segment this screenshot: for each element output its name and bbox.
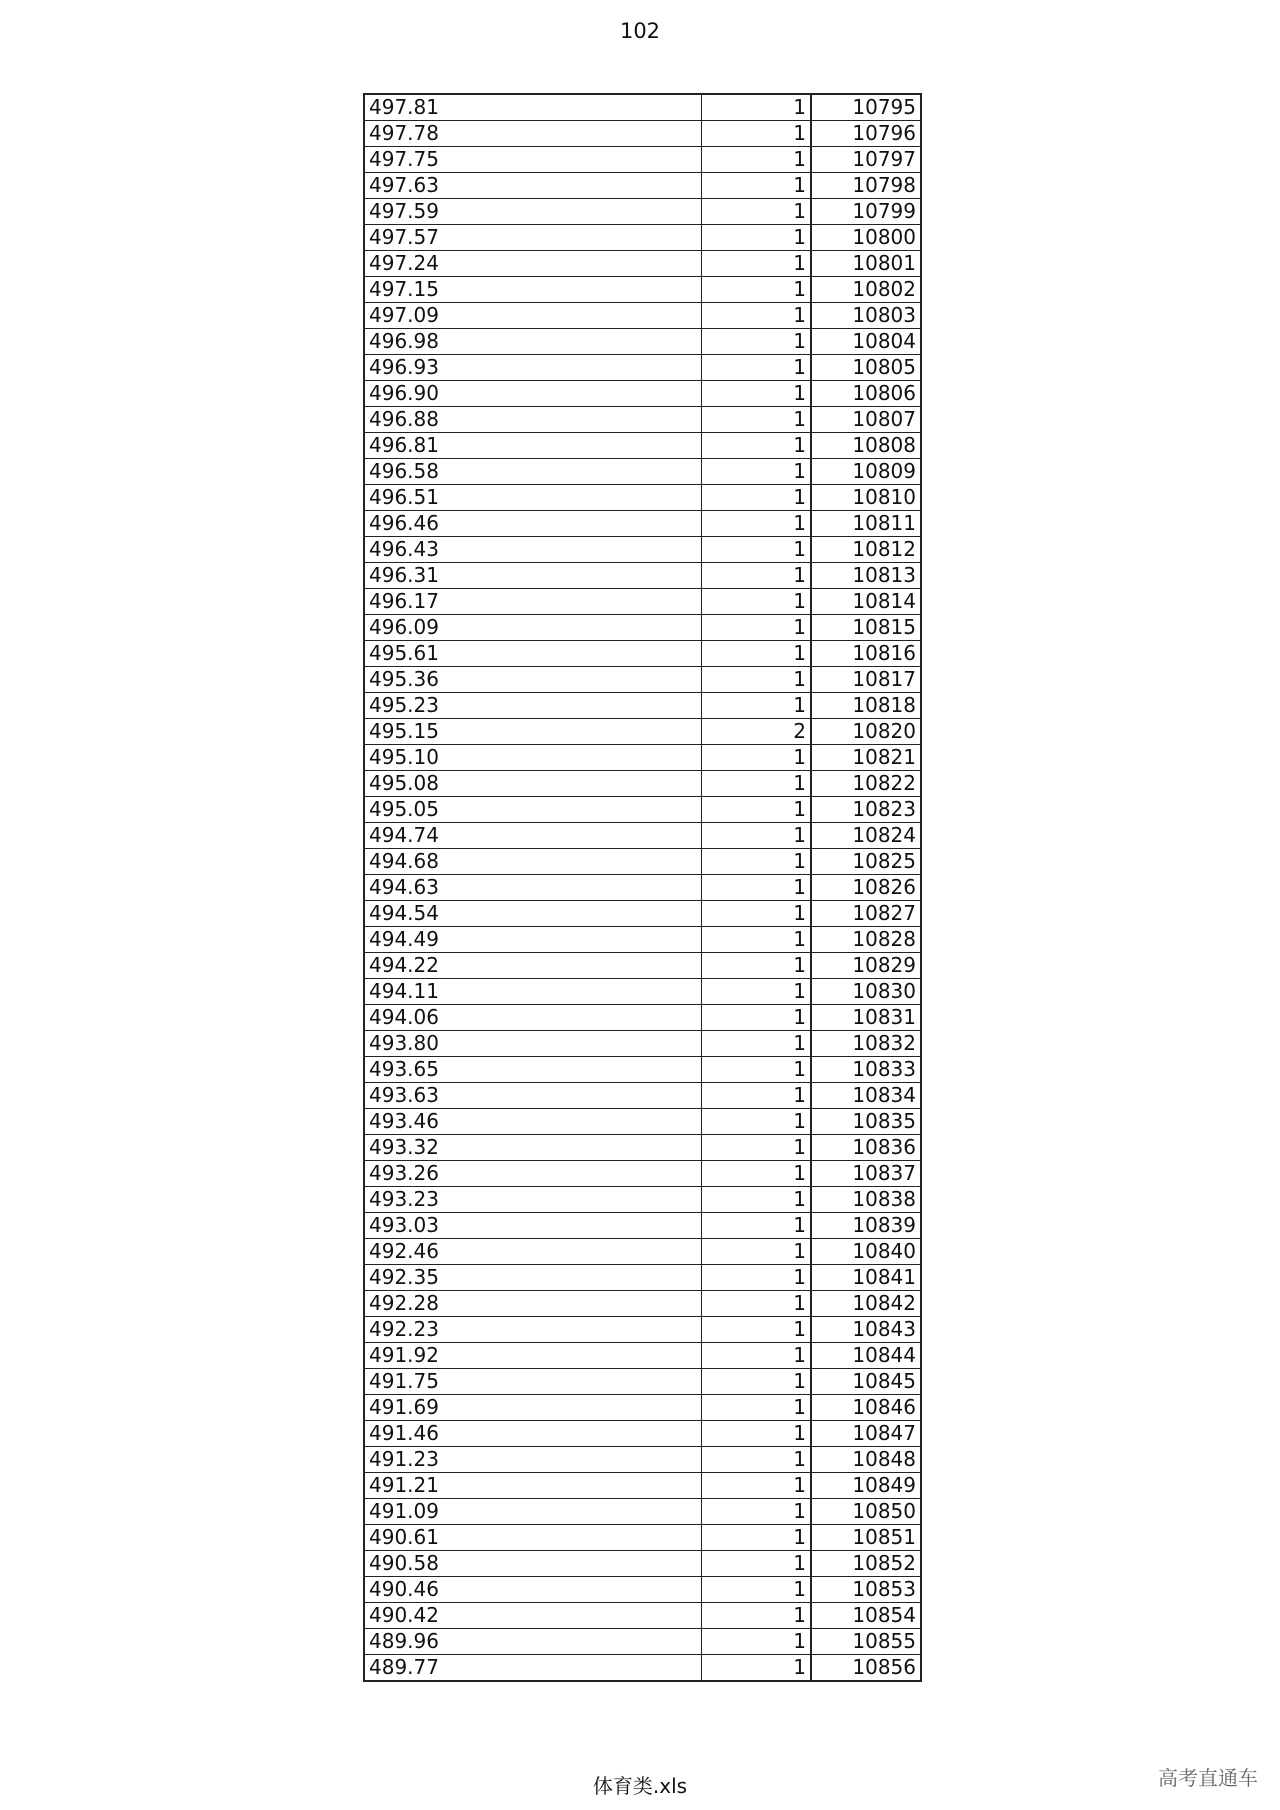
table-row <box>364 875 921 901</box>
count-cell: 1 <box>701 771 811 797</box>
cumulative-cell: 10855 <box>811 1629 921 1655</box>
cumulative-cell: 10852 <box>811 1551 921 1577</box>
score-cell: 494.22 <box>364 953 701 979</box>
count-cell: 1 <box>701 1447 811 1473</box>
table-row <box>364 1213 921 1239</box>
count-cell: 1 <box>701 147 811 173</box>
score-cell: 493.80 <box>364 1031 701 1057</box>
cumulative-cell: 10853 <box>811 1577 921 1603</box>
cumulative-cell: 10846 <box>811 1395 921 1421</box>
count-cell: 1 <box>701 1187 811 1213</box>
count-cell: 1 <box>701 121 811 147</box>
count-cell: 1 <box>701 459 811 485</box>
cumulative-cell: 10803 <box>811 303 921 329</box>
count-cell: 1 <box>701 823 811 849</box>
table-row <box>364 901 921 927</box>
table-row <box>364 1239 921 1265</box>
table-row <box>364 719 921 745</box>
cumulative-cell: 10807 <box>811 407 921 433</box>
score-cell: 491.75 <box>364 1369 701 1395</box>
score-cell: 496.88 <box>364 407 701 433</box>
table-row <box>364 355 921 381</box>
cumulative-cell: 10799 <box>811 199 921 225</box>
table-row <box>364 1577 921 1603</box>
table-row <box>364 537 921 563</box>
cumulative-cell: 10856 <box>811 1655 921 1682</box>
cumulative-cell: 10837 <box>811 1161 921 1187</box>
count-cell: 1 <box>701 1499 811 1525</box>
table-row <box>364 121 921 147</box>
cumulative-cell: 10829 <box>811 953 921 979</box>
watermark-text: 高考直通车 <box>1158 1766 1258 1790</box>
score-cell: 497.15 <box>364 277 701 303</box>
cumulative-cell: 10824 <box>811 823 921 849</box>
cumulative-cell: 10818 <box>811 693 921 719</box>
score-table-body <box>364 94 921 1681</box>
count-cell: 1 <box>701 745 811 771</box>
score-cell: 495.08 <box>364 771 701 797</box>
count-cell: 1 <box>701 355 811 381</box>
cumulative-cell: 10847 <box>811 1421 921 1447</box>
score-cell: 496.90 <box>364 381 701 407</box>
score-cell: 494.06 <box>364 1005 701 1031</box>
table-row <box>364 511 921 537</box>
count-cell: 1 <box>701 1109 811 1135</box>
cumulative-cell: 10796 <box>811 121 921 147</box>
cumulative-cell: 10805 <box>811 355 921 381</box>
cumulative-cell: 10815 <box>811 615 921 641</box>
count-cell: 1 <box>701 901 811 927</box>
cumulative-cell: 10802 <box>811 277 921 303</box>
score-cell: 496.58 <box>364 459 701 485</box>
cumulative-cell: 10834 <box>811 1083 921 1109</box>
table-row <box>364 1421 921 1447</box>
table-row <box>364 1525 921 1551</box>
score-cell: 495.23 <box>364 693 701 719</box>
score-cell: 497.57 <box>364 225 701 251</box>
table-row <box>364 94 921 121</box>
cumulative-cell: 10823 <box>811 797 921 823</box>
cumulative-cell: 10838 <box>811 1187 921 1213</box>
count-cell: 1 <box>701 1161 811 1187</box>
count-cell: 1 <box>701 1031 811 1057</box>
count-cell: 1 <box>701 537 811 563</box>
table-row <box>364 381 921 407</box>
cumulative-cell: 10849 <box>811 1473 921 1499</box>
table-row <box>364 1057 921 1083</box>
count-cell: 1 <box>701 1525 811 1551</box>
table-row <box>364 485 921 511</box>
score-cell: 490.58 <box>364 1551 701 1577</box>
score-cell: 495.10 <box>364 745 701 771</box>
count-cell: 1 <box>701 979 811 1005</box>
cumulative-cell: 10809 <box>811 459 921 485</box>
table-row <box>364 1395 921 1421</box>
table-row <box>364 1291 921 1317</box>
cumulative-cell: 10826 <box>811 875 921 901</box>
table-row <box>364 745 921 771</box>
count-cell: 1 <box>701 953 811 979</box>
count-cell: 1 <box>701 1421 811 1447</box>
score-cell: 497.63 <box>364 173 701 199</box>
cumulative-cell: 10833 <box>811 1057 921 1083</box>
score-cell: 492.46 <box>364 1239 701 1265</box>
score-cell: 493.23 <box>364 1187 701 1213</box>
cumulative-cell: 10841 <box>811 1265 921 1291</box>
score-cell: 496.31 <box>364 563 701 589</box>
score-cell: 494.63 <box>364 875 701 901</box>
count-cell: 1 <box>701 1603 811 1629</box>
score-cell: 497.24 <box>364 251 701 277</box>
table-row <box>364 1031 921 1057</box>
page-number: 102 <box>619 19 661 43</box>
count-cell: 1 <box>701 641 811 667</box>
cumulative-cell: 10830 <box>811 979 921 1005</box>
score-cell: 491.21 <box>364 1473 701 1499</box>
count-cell: 1 <box>701 277 811 303</box>
count-cell: 1 <box>701 927 811 953</box>
count-cell: 1 <box>701 1551 811 1577</box>
cumulative-cell: 10835 <box>811 1109 921 1135</box>
count-cell: 1 <box>701 797 811 823</box>
table-row <box>364 329 921 355</box>
count-cell: 1 <box>701 589 811 615</box>
count-cell: 1 <box>701 1057 811 1083</box>
score-cell: 497.09 <box>364 303 701 329</box>
table-row <box>364 1005 921 1031</box>
cumulative-cell: 10839 <box>811 1213 921 1239</box>
count-cell: 1 <box>701 1239 811 1265</box>
cumulative-cell: 10804 <box>811 329 921 355</box>
cumulative-cell: 10821 <box>811 745 921 771</box>
score-cell: 496.43 <box>364 537 701 563</box>
count-cell: 1 <box>701 1317 811 1343</box>
table-row <box>364 1499 921 1525</box>
cumulative-cell: 10817 <box>811 667 921 693</box>
footer-filename: 体育类.xls <box>592 1774 688 1798</box>
cumulative-cell: 10820 <box>811 719 921 745</box>
count-cell: 1 <box>701 1577 811 1603</box>
count-cell: 1 <box>701 1135 811 1161</box>
count-cell: 1 <box>701 667 811 693</box>
table-row <box>364 1135 921 1161</box>
table-row <box>364 1655 921 1682</box>
score-cell: 495.15 <box>364 719 701 745</box>
score-cell: 489.96 <box>364 1629 701 1655</box>
table-row <box>364 251 921 277</box>
score-cell: 497.59 <box>364 199 701 225</box>
cumulative-cell: 10801 <box>811 251 921 277</box>
count-cell: 1 <box>701 1655 811 1682</box>
score-cell: 495.05 <box>364 797 701 823</box>
score-cell: 491.09 <box>364 1499 701 1525</box>
score-cell: 493.26 <box>364 1161 701 1187</box>
count-cell: 1 <box>701 94 811 121</box>
cumulative-cell: 10827 <box>811 901 921 927</box>
table-row <box>364 199 921 225</box>
count-cell: 1 <box>701 433 811 459</box>
table-row <box>364 1161 921 1187</box>
count-cell: 1 <box>701 485 811 511</box>
table-row <box>364 563 921 589</box>
table-row <box>364 1187 921 1213</box>
cumulative-cell: 10814 <box>811 589 921 615</box>
table-row <box>364 693 921 719</box>
score-cell: 494.11 <box>364 979 701 1005</box>
table-row <box>364 1343 921 1369</box>
table-row <box>364 147 921 173</box>
score-cell: 493.32 <box>364 1135 701 1161</box>
cumulative-cell: 10854 <box>811 1603 921 1629</box>
score-cell: 494.49 <box>364 927 701 953</box>
table-row <box>364 225 921 251</box>
score-cell: 491.46 <box>364 1421 701 1447</box>
table-row <box>364 615 921 641</box>
table-row <box>364 459 921 485</box>
cumulative-cell: 10836 <box>811 1135 921 1161</box>
count-cell: 1 <box>701 1083 811 1109</box>
table-row <box>364 641 921 667</box>
cumulative-cell: 10845 <box>811 1369 921 1395</box>
table-row <box>364 173 921 199</box>
count-cell: 1 <box>701 303 811 329</box>
cumulative-cell: 10808 <box>811 433 921 459</box>
cumulative-cell: 10800 <box>811 225 921 251</box>
cumulative-cell: 10831 <box>811 1005 921 1031</box>
count-cell: 1 <box>701 381 811 407</box>
cumulative-cell: 10795 <box>811 94 921 121</box>
cumulative-cell: 10832 <box>811 1031 921 1057</box>
count-cell: 1 <box>701 1265 811 1291</box>
table-row <box>364 1629 921 1655</box>
score-cell: 497.75 <box>364 147 701 173</box>
table-row <box>364 797 921 823</box>
score-cell: 497.81 <box>364 94 701 121</box>
count-cell: 1 <box>701 199 811 225</box>
count-cell: 1 <box>701 1213 811 1239</box>
cumulative-cell: 10813 <box>811 563 921 589</box>
cumulative-cell: 10797 <box>811 147 921 173</box>
score-cell: 490.61 <box>364 1525 701 1551</box>
count-cell: 1 <box>701 251 811 277</box>
score-cell: 492.28 <box>364 1291 701 1317</box>
score-cell: 496.51 <box>364 485 701 511</box>
score-cell: 493.46 <box>364 1109 701 1135</box>
count-cell: 1 <box>701 1369 811 1395</box>
table-row <box>364 1109 921 1135</box>
count-cell: 1 <box>701 329 811 355</box>
cumulative-cell: 10851 <box>811 1525 921 1551</box>
table-row <box>364 1317 921 1343</box>
score-cell: 496.98 <box>364 329 701 355</box>
score-cell: 492.35 <box>364 1265 701 1291</box>
cumulative-cell: 10848 <box>811 1447 921 1473</box>
table-row <box>364 303 921 329</box>
table-row <box>364 771 921 797</box>
score-cell: 489.77 <box>364 1655 701 1682</box>
cumulative-cell: 10798 <box>811 173 921 199</box>
score-cell: 490.46 <box>364 1577 701 1603</box>
score-cell: 492.23 <box>364 1317 701 1343</box>
score-cell: 496.17 <box>364 589 701 615</box>
cumulative-cell: 10843 <box>811 1317 921 1343</box>
count-cell: 1 <box>701 563 811 589</box>
count-cell: 1 <box>701 615 811 641</box>
count-cell: 1 <box>701 875 811 901</box>
score-cell: 493.63 <box>364 1083 701 1109</box>
count-cell: 1 <box>701 225 811 251</box>
count-cell: 1 <box>701 1005 811 1031</box>
score-cell: 496.09 <box>364 615 701 641</box>
count-cell: 1 <box>701 511 811 537</box>
cumulative-cell: 10806 <box>811 381 921 407</box>
count-cell: 1 <box>701 1343 811 1369</box>
score-cell: 496.81 <box>364 433 701 459</box>
table-row <box>364 667 921 693</box>
cumulative-cell: 10816 <box>811 641 921 667</box>
score-cell: 495.36 <box>364 667 701 693</box>
cumulative-cell: 10840 <box>811 1239 921 1265</box>
cumulative-cell: 10810 <box>811 485 921 511</box>
table-row <box>364 823 921 849</box>
table-row <box>364 953 921 979</box>
count-cell: 1 <box>701 1395 811 1421</box>
table-row <box>364 277 921 303</box>
table-row <box>364 1083 921 1109</box>
score-cell: 493.03 <box>364 1213 701 1239</box>
table-row <box>364 1603 921 1629</box>
count-cell: 1 <box>701 849 811 875</box>
score-cell: 494.74 <box>364 823 701 849</box>
table-row <box>364 433 921 459</box>
count-cell: 1 <box>701 1291 811 1317</box>
cumulative-cell: 10828 <box>811 927 921 953</box>
table-row <box>364 849 921 875</box>
table-row <box>364 407 921 433</box>
table-row <box>364 1551 921 1577</box>
cumulative-cell: 10822 <box>811 771 921 797</box>
count-cell: 1 <box>701 693 811 719</box>
score-cell: 491.23 <box>364 1447 701 1473</box>
cumulative-cell: 10811 <box>811 511 921 537</box>
count-cell: 1 <box>701 1629 811 1655</box>
table-row <box>364 979 921 1005</box>
table-row <box>364 589 921 615</box>
score-cell: 496.93 <box>364 355 701 381</box>
score-cell: 495.61 <box>364 641 701 667</box>
cumulative-cell: 10850 <box>811 1499 921 1525</box>
cumulative-cell: 10825 <box>811 849 921 875</box>
count-cell: 1 <box>701 173 811 199</box>
table-row <box>364 1447 921 1473</box>
score-cell: 490.42 <box>364 1603 701 1629</box>
score-cell: 493.65 <box>364 1057 701 1083</box>
table-row <box>364 1473 921 1499</box>
cumulative-cell: 10844 <box>811 1343 921 1369</box>
score-cell: 496.46 <box>364 511 701 537</box>
score-cell: 491.69 <box>364 1395 701 1421</box>
cumulative-cell: 10842 <box>811 1291 921 1317</box>
table-row <box>364 1265 921 1291</box>
score-cell: 494.68 <box>364 849 701 875</box>
cumulative-cell: 10812 <box>811 537 921 563</box>
count-cell: 2 <box>701 719 811 745</box>
count-cell: 1 <box>701 1473 811 1499</box>
table-row <box>364 927 921 953</box>
score-cell: 497.78 <box>364 121 701 147</box>
score-table <box>363 93 922 1682</box>
count-cell: 1 <box>701 407 811 433</box>
score-cell: 494.54 <box>364 901 701 927</box>
score-cell: 491.92 <box>364 1343 701 1369</box>
table-row <box>364 1369 921 1395</box>
